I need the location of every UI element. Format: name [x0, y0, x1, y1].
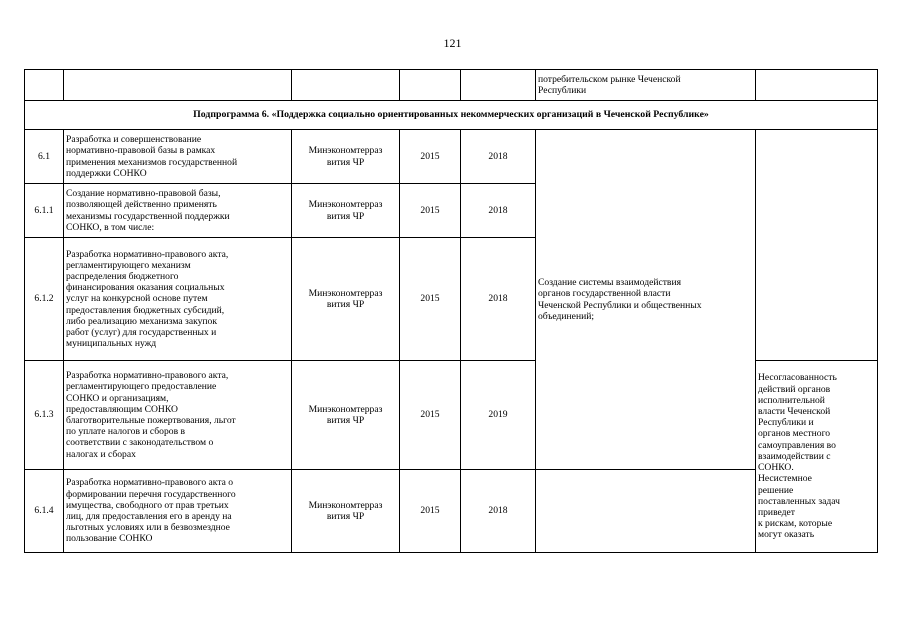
row-description: Разработка нормативно-правового акта о формировании перечня государственного имущества, свободного от прав третьих лиц, для предоставления его в аренду на льготных условиях или в безвозмездное пользование СОНКО: [64, 470, 292, 553]
subprogram-row: [25, 101, 878, 130]
row-number: 6.1.2: [25, 238, 64, 361]
row-number: 6.1.3: [25, 361, 64, 470]
table-row: [25, 130, 878, 184]
table-row-continuation: [25, 70, 878, 101]
row-start-year: 2015: [400, 361, 461, 470]
row-start-year: 2015: [400, 470, 461, 553]
row-start-year: 2015: [400, 238, 461, 361]
empty-cell: [64, 70, 292, 101]
row-end-year: 2018: [461, 184, 536, 238]
subprogram-title: Подпрограмма 6. «Поддержка социально ориентированных некоммерческих организаций в Чеченской Республике»: [25, 101, 878, 130]
row-organization: Минэкономтерраз вития ЧР: [292, 238, 400, 361]
page-number: 121: [443, 36, 462, 50]
row-start-year: 2015: [400, 130, 461, 184]
result-merged-cell: Создание системы взаимодействия органов государственной власти Чеченской Республики и общественных объединений;: [536, 130, 756, 470]
row-organization: Минэкономтерраз вития ЧР: [292, 470, 400, 553]
table-row: [25, 470, 878, 553]
empty-cell: [400, 70, 461, 101]
row-end-year: 2018: [461, 238, 536, 361]
empty-cell: [756, 70, 878, 101]
row-organization: Минэкономтерраз вития ЧР: [292, 361, 400, 470]
row-number: 6.1.4: [25, 470, 64, 553]
row-description: Разработка нормативно-правового акта, регламентирующего предоставление СОНКО и организациям, предоставляющим СОНКО благотворительные пожертвования, льгот по уплате налогов и сборов в соответствии с законодательством о налогах и сборах: [64, 361, 292, 470]
row-end-year: 2018: [461, 470, 536, 553]
row-end-year: 2019: [461, 361, 536, 470]
row-description: Создание нормативно-правовой базы, позволяющей действенно применять механизмы государственной поддержки СОНКО, в том числе:: [64, 184, 292, 238]
row-description: Разработка и совершенствование нормативно-правовой базы в рамках применения механизмов государственной поддержки СОНКО: [64, 130, 292, 184]
row-number: 6.1.1: [25, 184, 64, 238]
program-table: [24, 69, 878, 553]
row-organization: Минэкономтерраз вития ЧР: [292, 184, 400, 238]
empty-cell: [461, 70, 536, 101]
row-start-year: 2015: [400, 184, 461, 238]
empty-risk-cell: [756, 130, 878, 361]
result-cell: потребительском рынке Чеченской Республики: [536, 70, 756, 101]
row-organization: Минэкономтерраз вития ЧР: [292, 130, 400, 184]
empty-result-cell: [536, 470, 756, 553]
row-number: 6.1: [25, 130, 64, 184]
row-end-year: 2018: [461, 130, 536, 184]
risk-cell: Несогласованность действий органов исполнительной власти Чеченской Республики и органов местного самоуправления во взаимодействии с СОНКО. Несистемное решение поставленных задач приведет к рискам, которые могут оказать: [756, 361, 878, 553]
row-description: Разработка нормативно-правового акта, регламентирующего механизм распределения бюджетного финансирования оказания социальных услуг на конкурсной основе путем предоставления бюджетных субсидий, либо реализацию механизма закупок работ (услуг) для государственных и муниципальных нужд: [64, 238, 292, 361]
empty-cell: [25, 70, 64, 101]
empty-cell: [292, 70, 400, 101]
